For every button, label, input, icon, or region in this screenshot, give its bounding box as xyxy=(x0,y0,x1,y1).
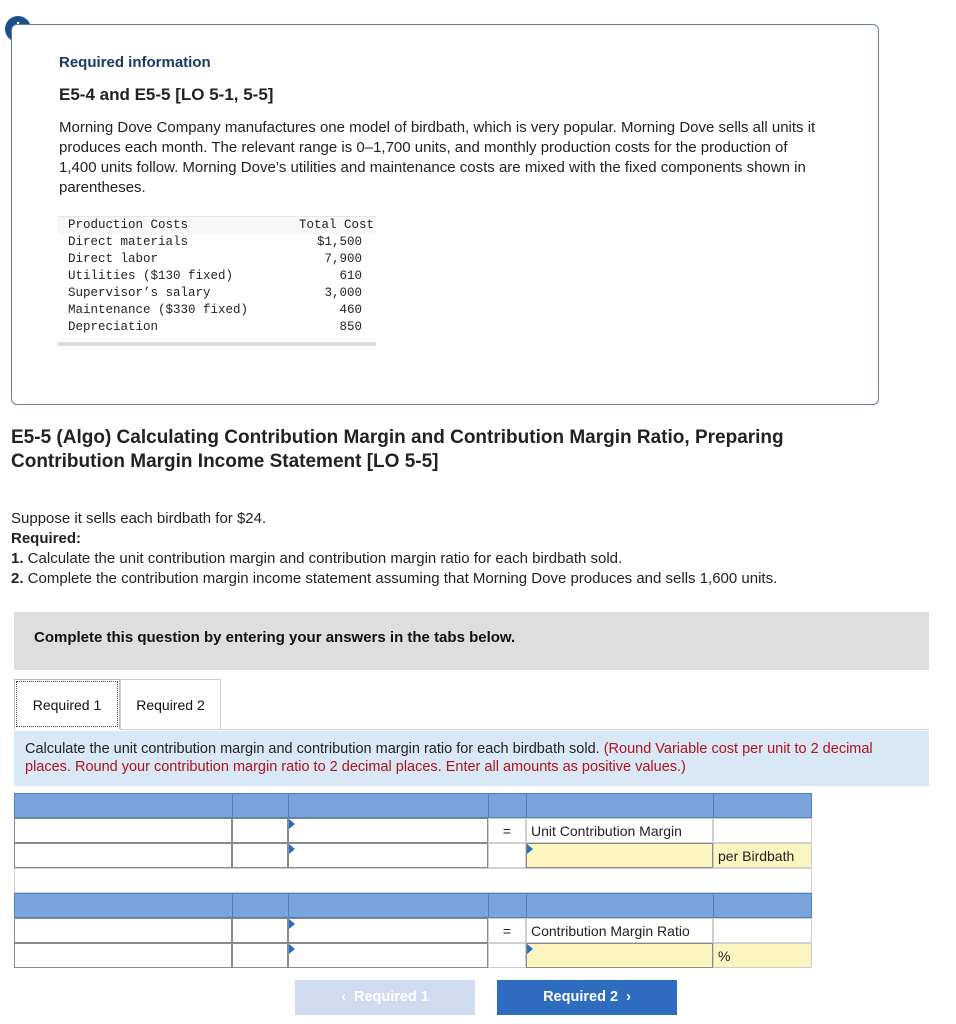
instruction-main: Calculate the unit contribution margin and contribution margin ratio for each birdbath sold. xyxy=(25,741,604,757)
requirement-1-text: Calculate the unit contribution margin and contribution margin ratio for each birdbath sold. xyxy=(23,550,623,567)
unit-cm-row-1 xyxy=(14,818,812,843)
dropdown-arrow-icon xyxy=(289,944,295,954)
amount-input[interactable] xyxy=(14,843,232,868)
grid-divider xyxy=(288,894,289,917)
cost-amount: $1,500 xyxy=(316,235,362,249)
contribution-margin-ratio-input[interactable] xyxy=(526,943,713,968)
col-header-total-cost: Total Cost xyxy=(276,217,376,234)
next-tab-button[interactable] xyxy=(497,980,677,1015)
cost-label: Depreciation xyxy=(68,320,159,334)
cost-amount: 3,000 xyxy=(324,286,362,300)
equals-sign: = xyxy=(488,918,526,943)
problem-statement xyxy=(11,509,777,589)
amount-input[interactable] xyxy=(232,843,288,868)
table-row xyxy=(58,234,376,251)
instruction-rounding-note: (Round Variable cost per unit to 2 decimal places. Round your contribution margin ratio to 2 decimal places. Enter all amounts as positive values.) xyxy=(25,741,873,775)
required-label: Required: xyxy=(11,530,82,547)
grid-divider xyxy=(526,794,527,817)
cost-amount: 850 xyxy=(339,320,362,334)
dropdown-arrow-icon xyxy=(527,844,533,854)
grid-spacer-row xyxy=(14,868,812,893)
amount-input[interactable] xyxy=(14,943,232,968)
table-row xyxy=(58,319,376,336)
requirement-2-number: 2. xyxy=(11,570,24,587)
grid-divider xyxy=(232,794,233,817)
percent-label: % xyxy=(713,943,812,968)
cost-label: Utilities ($130 fixed) xyxy=(68,269,234,283)
grid-divider xyxy=(526,894,527,917)
instructions-banner xyxy=(14,612,929,670)
amount-input[interactable] xyxy=(232,918,288,943)
unit-contribution-margin-input[interactable] xyxy=(526,843,713,868)
grid-divider xyxy=(488,794,489,817)
dropdown-arrow-icon xyxy=(527,944,533,954)
cm-ratio-row-1 xyxy=(14,918,812,943)
cost-amount: 460 xyxy=(339,303,362,317)
grid-divider xyxy=(713,894,714,917)
grid-divider xyxy=(288,794,289,817)
info-paragraph: Morning Dove Company manufactures one model of birdbath, which is very popular. Morning Dove sells all units it produces each month. The relevant range is 0–1,700 units, and monthly production costs for the production of 1,400 units follow. Morning Dove’s utilities and maintenance costs are mixed with the fixed components shown in parentheses. xyxy=(59,119,816,196)
table-footer-rule xyxy=(58,336,376,344)
dropdown-arrow-icon xyxy=(289,844,295,854)
label-dropdown[interactable] xyxy=(14,818,232,843)
equals-sign: = xyxy=(488,818,526,843)
per-birdbath-label: per Birdbath xyxy=(713,843,812,868)
grid-divider xyxy=(232,894,233,917)
cm-ratio-row-2 xyxy=(14,943,812,968)
table-row xyxy=(58,251,376,268)
scenario-text: Suppose it sells each birdbath for $24. xyxy=(11,510,267,527)
amount-input[interactable] xyxy=(232,818,288,843)
table-row xyxy=(58,285,376,302)
requirement-1 xyxy=(11,549,777,569)
dropdown-arrow-icon xyxy=(289,819,295,829)
previous-tab-button[interactable] xyxy=(295,980,475,1015)
grid-header-row xyxy=(14,893,812,918)
next-tab-label: Required 2 xyxy=(543,989,619,1005)
label-dropdown[interactable] xyxy=(288,918,488,943)
tab-required-1[interactable]: Required 1 xyxy=(14,679,120,729)
chevron-right-icon: › xyxy=(618,989,631,1005)
col-header-production-costs: Production Costs xyxy=(58,217,276,234)
grid-divider xyxy=(713,794,714,817)
required-information-heading: Required information xyxy=(59,54,211,71)
cost-amount: 610 xyxy=(339,269,362,283)
problem-title: E5-5 (Algo) Calculating Contribution Margin and Contribution Margin Ratio, Preparing Contribution Margin Income Statement [LO 5-5] xyxy=(11,427,784,472)
exercise-reference: E5-4 and E5-5 [LO 5-1, 5-5] xyxy=(59,85,274,104)
requirement-2 xyxy=(11,569,777,589)
previous-tab-label: Required 1 xyxy=(353,989,429,1005)
chevron-left-icon: ‹ xyxy=(341,989,354,1005)
table-row xyxy=(58,302,376,319)
requirement-1-number: 1. xyxy=(11,550,24,567)
production-costs-table xyxy=(58,216,376,346)
cost-amount: 7,900 xyxy=(324,252,362,266)
label-dropdown[interactable] xyxy=(14,918,232,943)
tab-required-2[interactable]: Required 2 xyxy=(120,679,221,729)
grid-header-row xyxy=(14,793,812,818)
blank-cell xyxy=(488,843,526,868)
cost-label: Supervisor’s salary xyxy=(68,286,211,300)
amount-input[interactable] xyxy=(288,943,488,968)
grid-divider xyxy=(488,894,489,917)
cost-label: Direct materials xyxy=(68,235,189,249)
required-information-panel xyxy=(11,24,879,405)
unit-contribution-margin-label: Unit Contribution Margin xyxy=(526,818,713,843)
tab-divider xyxy=(120,729,929,730)
table-row xyxy=(58,268,376,285)
question-instructions xyxy=(14,731,929,786)
requirement-2-text: Complete the contribution margin income statement assuming that Morning Dove produces and sells 1,600 units. xyxy=(23,570,778,587)
instructions-banner-text: Complete this question by entering your answers in the tabs below. xyxy=(34,629,516,646)
amount-input[interactable] xyxy=(288,843,488,868)
dropdown-arrow-icon xyxy=(289,919,295,929)
cost-label: Maintenance ($330 fixed) xyxy=(68,303,249,317)
cost-label: Direct labor xyxy=(68,252,159,266)
label-dropdown[interactable] xyxy=(288,818,488,843)
unit-cm-row-2 xyxy=(14,843,812,868)
contribution-margin-ratio-label: Contribution Margin Ratio xyxy=(526,918,713,943)
blank-cell xyxy=(713,818,812,843)
blank-cell xyxy=(713,918,812,943)
blank-cell xyxy=(488,943,526,968)
amount-input[interactable] xyxy=(232,943,288,968)
